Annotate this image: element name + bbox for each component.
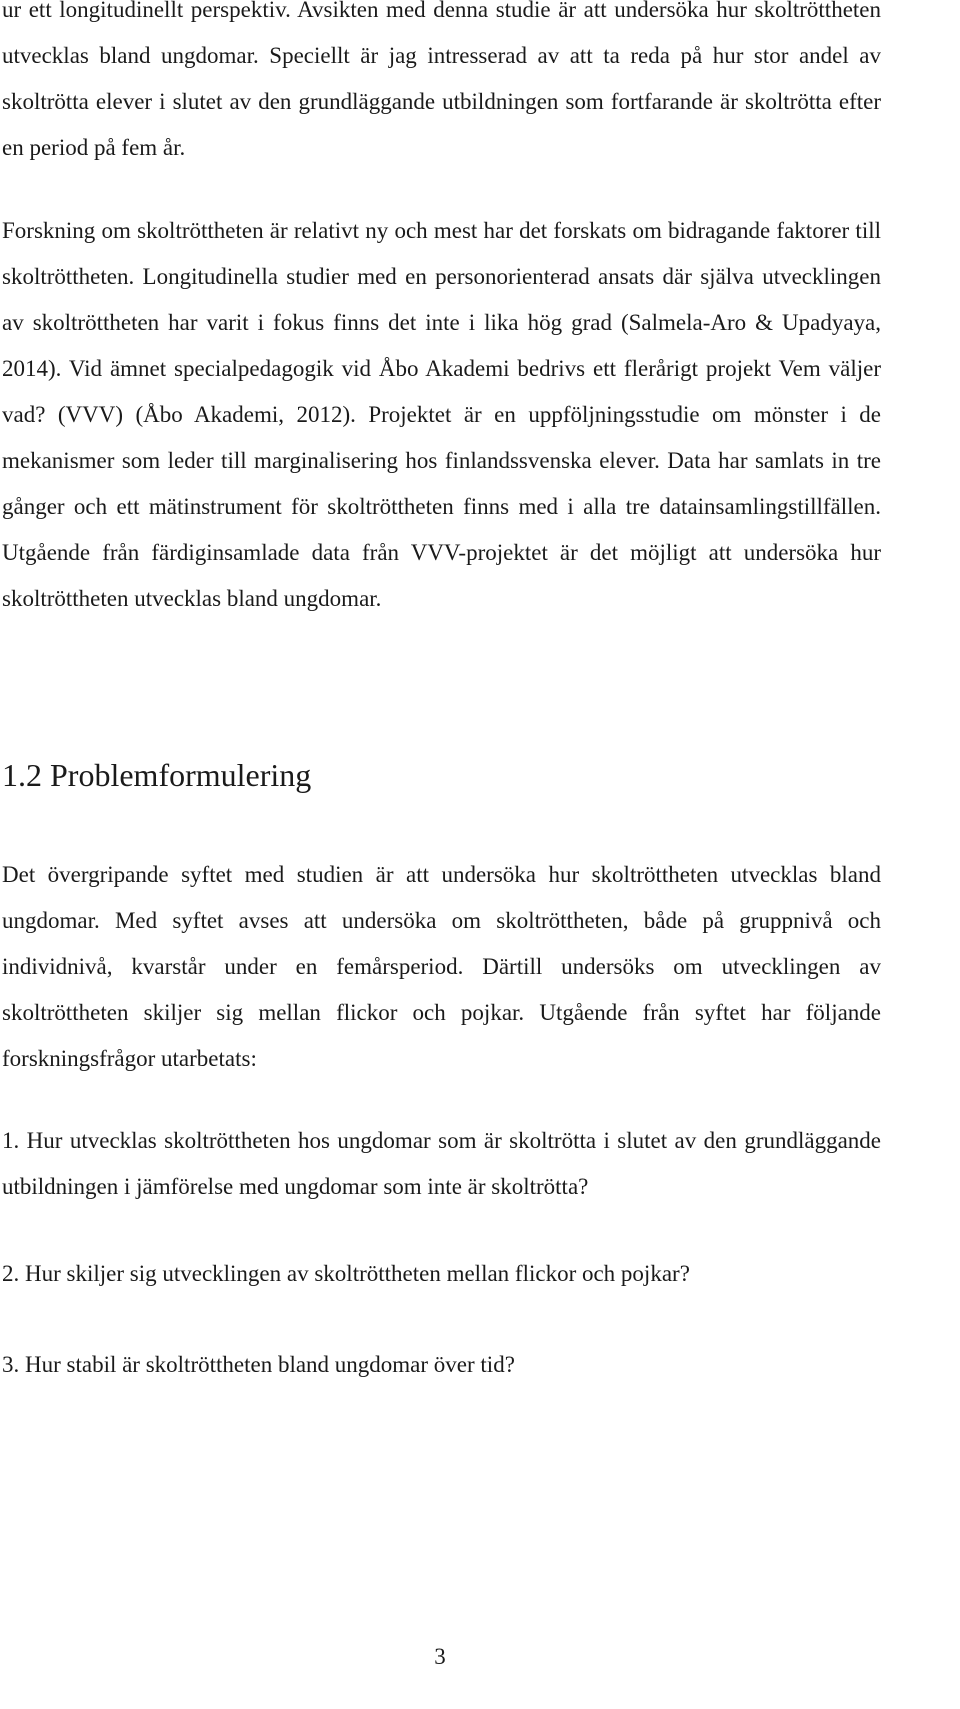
purpose-paragraph: Det övergripande syftet med studien är att undersöka hur skoltröttheten utvecklas bland ungdomar. Med syftet avses att undersöka om skoltröttheten, både på gruppnivå och individnivå, kvarstår under en femårsperiod. Därtill undersöks om utvecklingen av skoltröttheten skiljer sig mellan flickor och pojkar. Utgående från syftet har följande forskningsfrågor utarbetats:: [2, 862, 881, 1071]
section-heading: 1.2 Problemformulering: [2, 757, 312, 793]
intro-paragraph: ur ett longitudinellt perspektiv. Avsikten med denna studie är att undersöka hur skoltröttheten utvecklas bland ungdomar. Speciellt är jag intresserad av att ta reda på hur stor andel av skoltrötta elever i slutet av den grundläggande utbildningen som fortfarande är skoltrötta efter en period på fem år.: [2, 0, 881, 160]
research-question-1: 1. Hur utvecklas skoltröttheten hos ungdomar som är skoltrötta i slutet av den grundläggande utbildningen i jämförelse med ungdomar som inte är skoltrötta?: [2, 1128, 881, 1199]
research-background-paragraph: Forskning om skoltröttheten är relativt ny och mest har det forskats om bidragande faktorer till skoltröttheten. Longitudinella studier med en personorienterad ansats där själva utvecklingen av skoltröttheten har varit i fokus finns det inte i lika hög grad (Salmela-Aro & Upadyaya, 2014). Vid ämnet specialpedagogik vid Åbo Akademi bedrivs ett flerårigt projekt Vem väljer vad? (VVV) (Åbo Akademi, 2012). Projektet är en uppföljningsstudie om mönster i de mekanismer som leder till marginalisering hos finlandssvenska elever. Data har samlats in tre gånger och ett mätinstrument för skoltröttheten finns med i alla tre datainsamlingstillfällen. Utgående från färdiginsamlade data från VVV-projektet är det möjligt att undersöka hur skoltröttheten utvecklas bland ungdomar.: [2, 218, 881, 611]
research-question-3: 3. Hur stabil är skoltröttheten bland ungdomar över tid?: [2, 1352, 515, 1377]
page-number: 3: [434, 1644, 446, 1669]
research-question-2: 2. Hur skiljer sig utvecklingen av skoltröttheten mellan flickor och pojkar?: [2, 1261, 690, 1286]
